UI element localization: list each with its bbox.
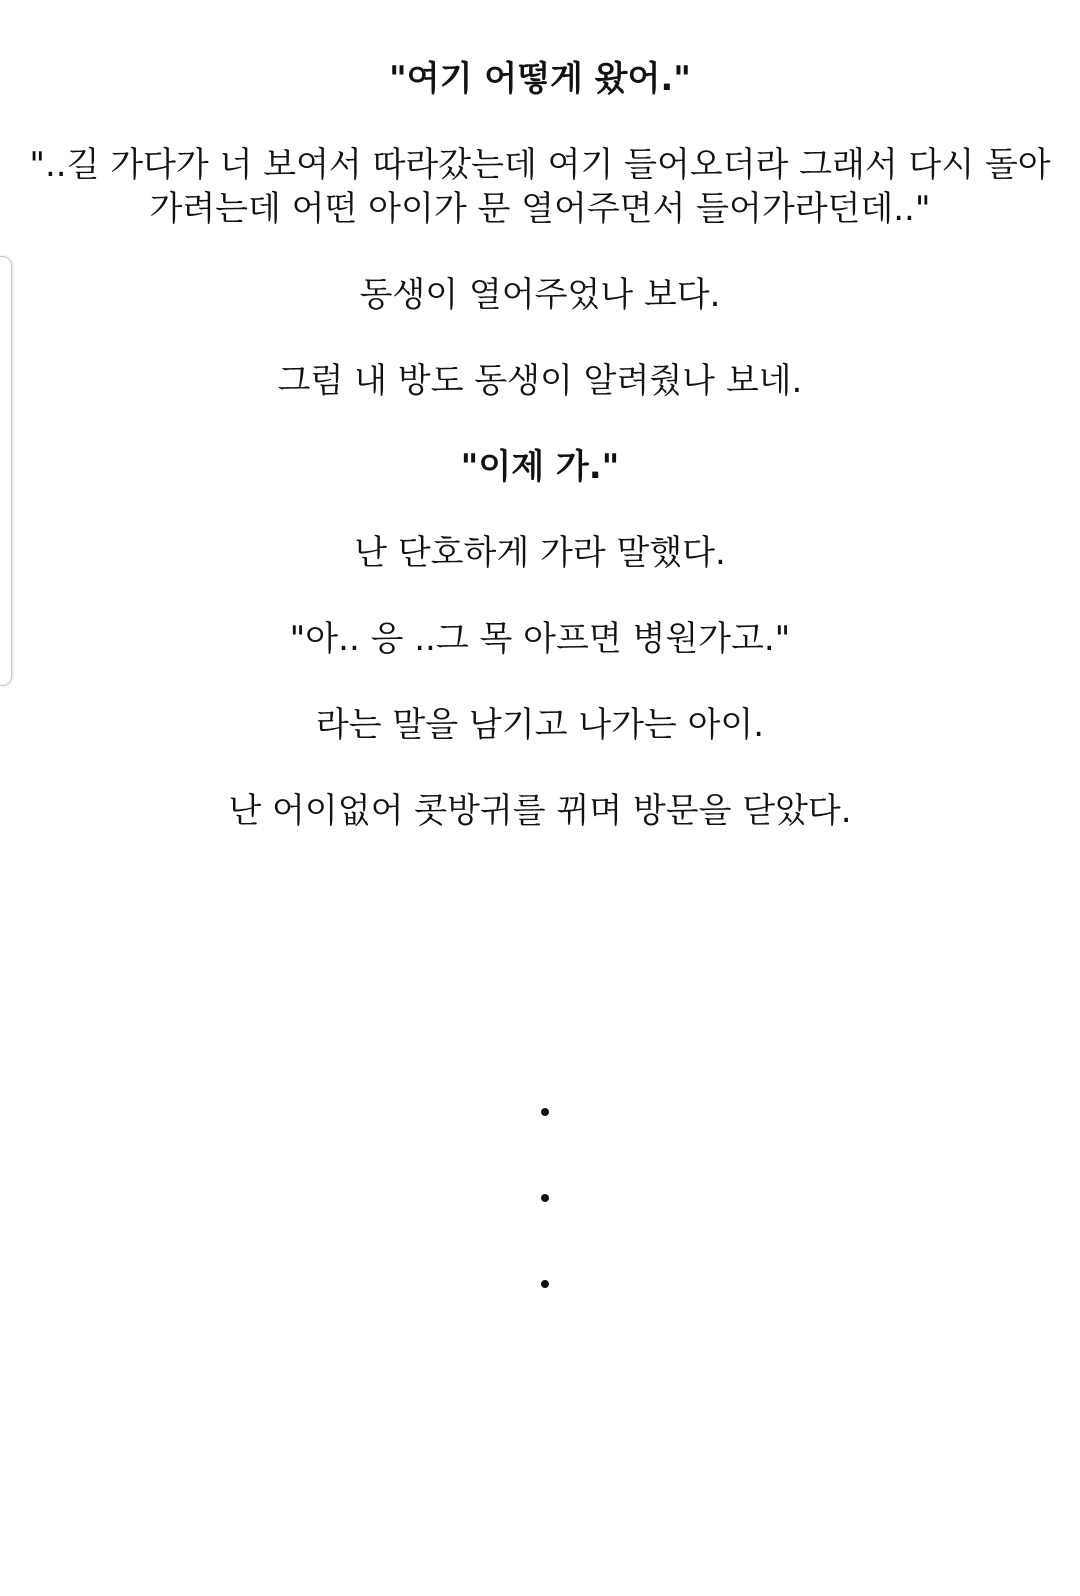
narration-line-8: 라는 말을 남기고 나가는 아이. xyxy=(315,705,765,745)
dialogue-line-5: "이제 가." xyxy=(460,447,620,487)
narration-line-6: 난 단호하게 가라 말했다. xyxy=(354,533,726,573)
narration-line-4: 그럼 내 방도 동생이 알려줬나 보네. xyxy=(277,361,803,401)
ellipsis-dot-1 xyxy=(541,1108,549,1116)
narration-line-3: 동생이 열어주었나 보다. xyxy=(359,275,721,315)
dialogue-line-2b: 가려는데 어떤 아이가 문 열어주면서 들어가라던데.." xyxy=(149,189,931,229)
ellipsis-dot-3 xyxy=(541,1280,549,1288)
dialogue-line-2a: "..길 가다가 너 보여서 따라갔는데 여기 들어오더라 그래서 다시 돌아 xyxy=(29,145,1051,185)
dialogue-line-1: "여기 어떻게 왔어." xyxy=(389,59,691,99)
ellipsis-dot-2 xyxy=(541,1194,549,1202)
narration-line-9: 난 어이없어 콧방귀를 뀌며 방문을 닫았다. xyxy=(228,791,852,831)
dialogue-line-7: "아.. 응 ..그 목 아프면 병원가고." xyxy=(289,619,791,659)
